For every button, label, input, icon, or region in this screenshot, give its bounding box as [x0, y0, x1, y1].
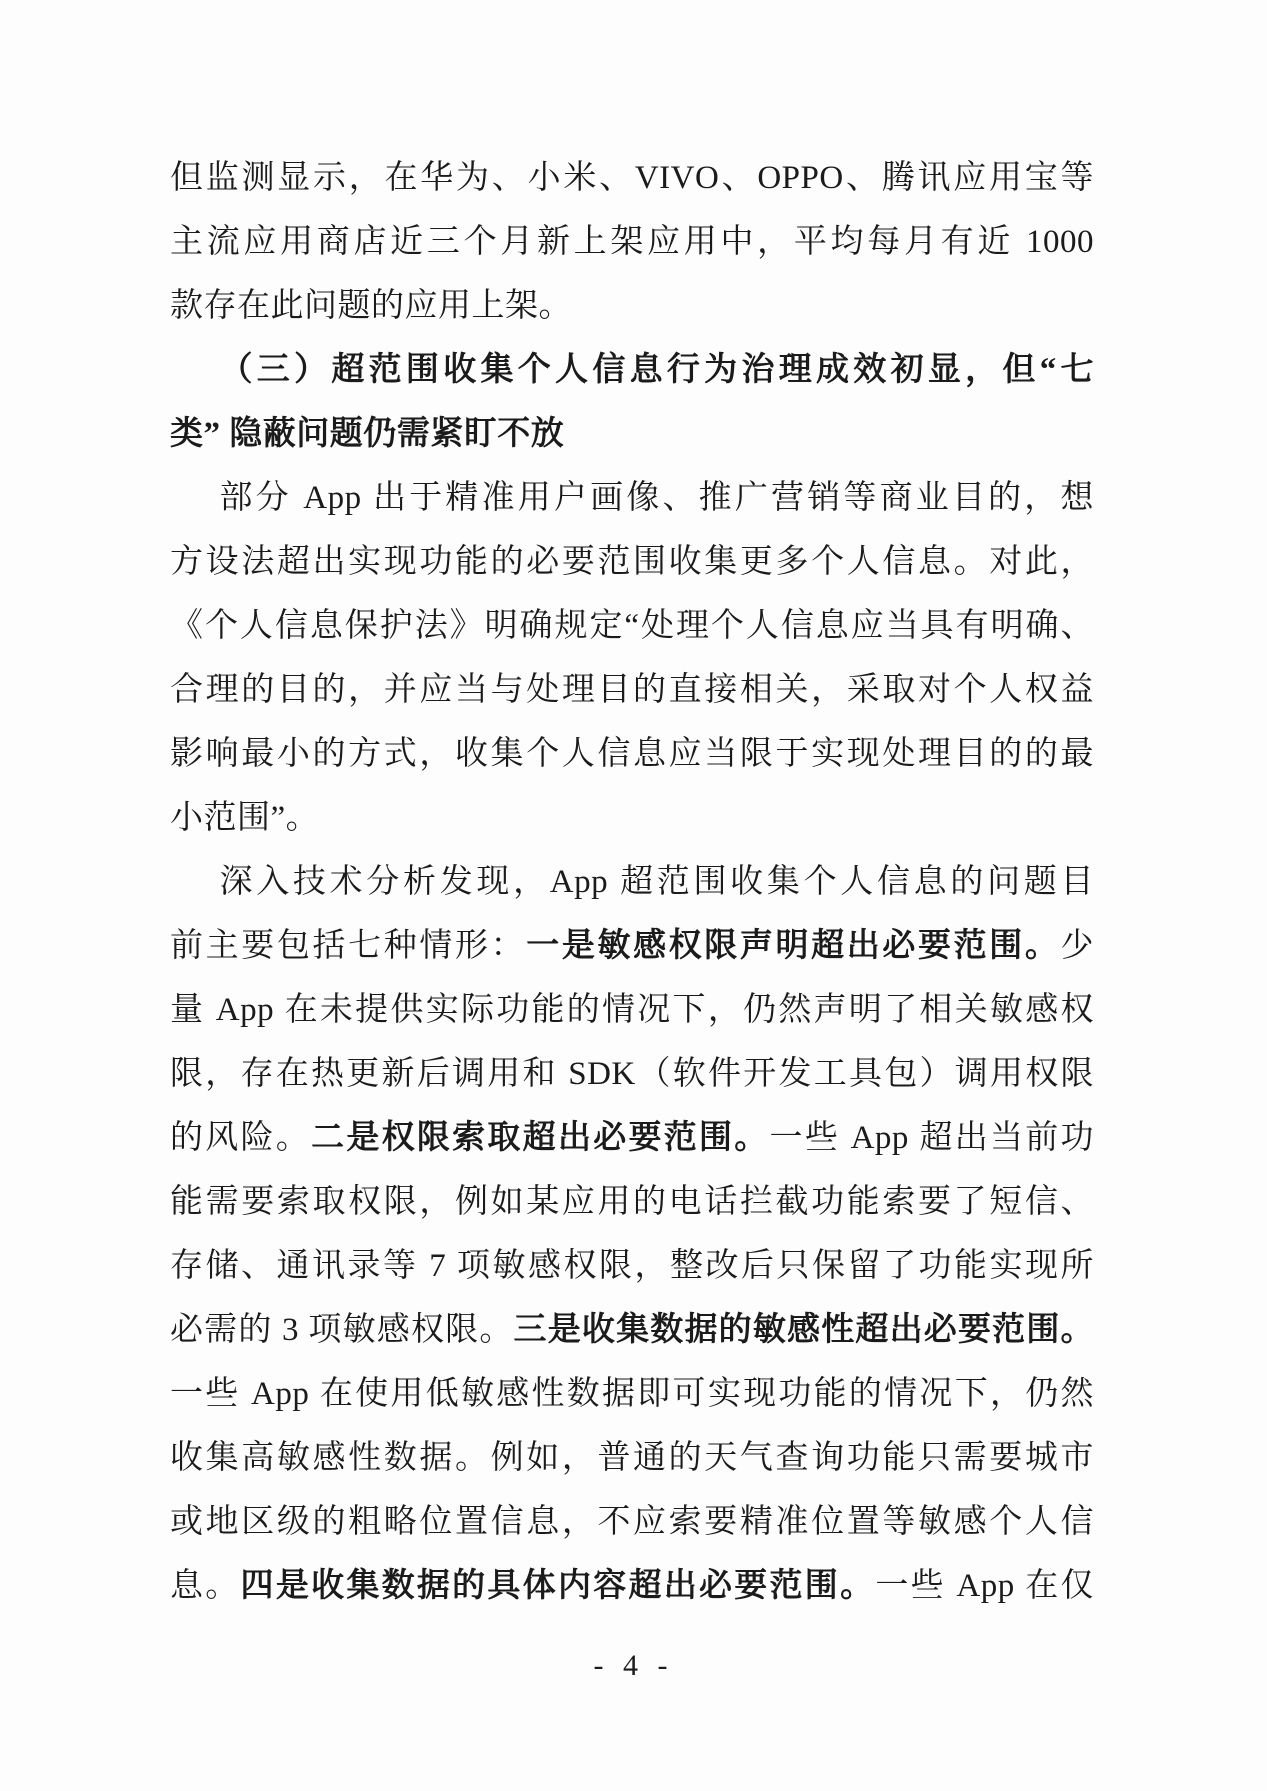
text-segment: 款存在此问题的应用上架。	[170, 288, 572, 324]
text-line	[170, 850, 1094, 914]
bold-text-segment: （三）超范围收集个人信息行为治理成效初显，但“七	[219, 352, 1094, 388]
bold-text-segment: 一是敏感权限声明超出必要范围。	[526, 928, 1061, 964]
text-segment: 息。	[170, 1568, 241, 1604]
text-line	[170, 914, 1094, 978]
text-line	[170, 1298, 1094, 1362]
bold-text-segment: 四是收集数据的具体内容超出必要范围。	[240, 1568, 876, 1604]
text-line	[170, 722, 1094, 786]
text-line	[170, 210, 1094, 274]
text-segment: 影响最小的方式，收集个人信息应当限于实现处理目的的最	[170, 736, 1094, 772]
text-segment: 能需要索取权限，例如某应用的电话拦截功能索要了短信、	[170, 1184, 1094, 1220]
text-segment: 收集高敏感性数据。例如，普通的天气查询功能只需要城市	[170, 1440, 1094, 1476]
text-segment: 一些 App 在使用低敏感性数据即可实现功能的情况下，仍然	[170, 1376, 1094, 1412]
text-segment: 限，存在热更新后调用和 SDK（软件开发工具包）调用权限	[170, 1056, 1094, 1092]
text-line	[170, 1490, 1094, 1554]
text-segment: 一些 App 在仅	[875, 1568, 1094, 1604]
section-heading-line	[170, 402, 1094, 466]
text-line	[170, 978, 1094, 1042]
text-segment: 方设法超出实现功能的必要范围收集更多个人信息。对此，	[170, 544, 1094, 580]
text-line	[170, 146, 1094, 210]
text-line	[170, 1106, 1094, 1170]
text-line	[170, 1554, 1094, 1618]
text-segment: 少	[1060, 928, 1094, 964]
text-segment: 必需的 3 项敏感权限。	[170, 1312, 514, 1348]
text-segment: 的风险。	[170, 1120, 312, 1156]
text-line	[170, 1426, 1094, 1490]
bold-text-segment: 类” 隐蔽问题仍需紧盯不放	[170, 416, 565, 452]
text-segment: 合理的目的，并应当与处理目的直接相关，采取对个人权益	[170, 672, 1094, 708]
text-line	[170, 466, 1094, 530]
bold-text-segment: 三是收集数据的敏感性超出必要范围。	[513, 1312, 1094, 1348]
text-segment: 但监测显示，在华为、小米、VIVO、OPPO、腾讯应用宝等	[170, 160, 1094, 196]
text-segment: 部分 App 出于精准用户画像、推广营销等商业目的，想	[219, 480, 1094, 516]
text-segment: 量 App 在未提供实际功能的情况下，仍然声明了相关敏感权	[170, 992, 1094, 1028]
text-segment: 一些 App 超出当前功	[769, 1120, 1094, 1156]
text-line	[170, 1234, 1094, 1298]
text-line	[170, 594, 1094, 658]
document-body	[170, 146, 1094, 1618]
page-number: - 4 -	[593, 1649, 674, 1682]
text-segment: 或地区级的粗略位置信息，不应索要精准位置等敏感个人信	[170, 1504, 1094, 1540]
text-line	[170, 1362, 1094, 1426]
text-segment: 主流应用商店近三个月新上架应用中，平均每月有近 1000	[170, 224, 1094, 260]
text-line	[170, 274, 1094, 338]
text-line	[170, 1042, 1094, 1106]
text-segment: 《个人信息保护法》明确规定“处理个人信息应当具有明确、	[170, 608, 1094, 644]
text-line	[170, 786, 1094, 850]
text-segment: 前主要包括七种情形：	[170, 928, 527, 964]
text-segment: 小范围”。	[170, 800, 320, 836]
section-heading-line	[170, 338, 1094, 402]
text-segment: 深入技术分析发现，App 超范围收集个人信息的问题目	[219, 864, 1094, 900]
text-line	[170, 1170, 1094, 1234]
bold-text-segment: 二是权限索取超出必要范围。	[311, 1120, 770, 1156]
text-line	[170, 658, 1094, 722]
text-segment: 存储、通讯录等 7 项敏感权限，整改后只保留了功能实现所	[170, 1248, 1094, 1284]
text-line	[170, 530, 1094, 594]
